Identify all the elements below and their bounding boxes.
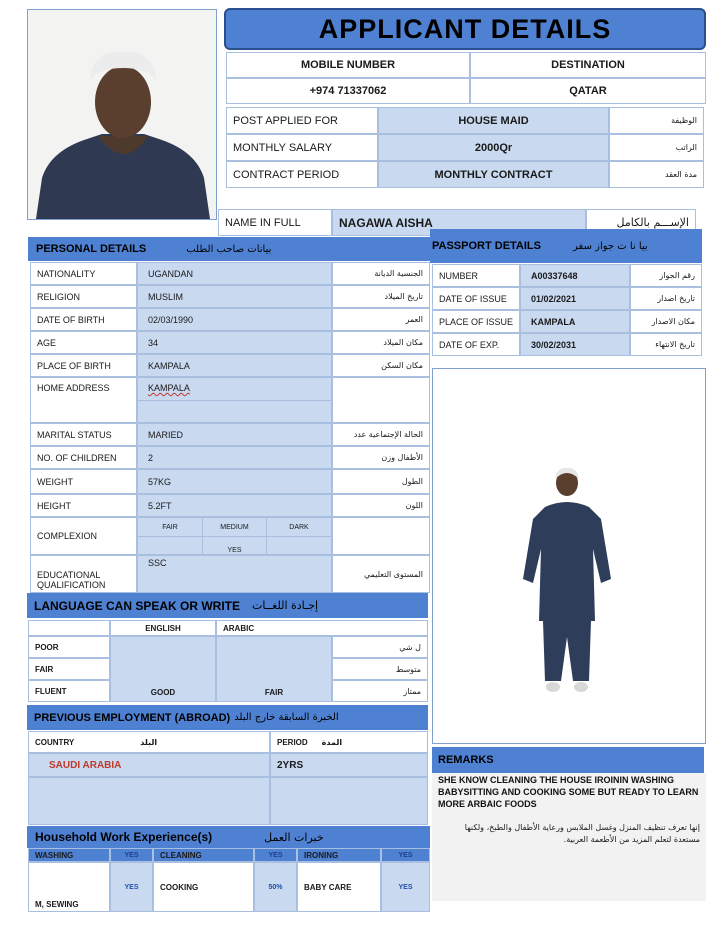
passport-title: PASSPORT DETAILS — [432, 240, 541, 252]
full-body-photo-frame — [432, 368, 706, 744]
language-col-arabic: ARABIC — [216, 620, 428, 636]
personal-row-label-ar: اللون — [332, 494, 430, 517]
post-label-ar: الوظيفة — [609, 107, 704, 134]
personal-row-label-ar: الحالة الإجتماعية عدد — [332, 423, 430, 446]
language-english-value: GOOD — [150, 688, 176, 697]
household-task-value: YES — [110, 848, 153, 862]
personal-row-label-ar: العمر — [332, 308, 430, 331]
employment-period-label: PERIOD المدة — [270, 731, 428, 753]
language-english-cell — [110, 636, 216, 702]
household-header — [27, 826, 430, 848]
complexion-medium: MEDIUM — [220, 523, 249, 531]
remarks-text: SHE KNOW CLEANING THE HOUSE IROININ WASHING BABYSITTING AND COOKING SOME BUT READY TO LEARN MORE ARBAIC FOODS — [438, 775, 699, 809]
passport-row-value: KAMPALA — [520, 310, 630, 333]
household-task-label: WASHING — [28, 848, 110, 862]
personal-row-value: 34 — [137, 331, 332, 354]
complexion-grid — [137, 517, 332, 555]
household-task-value: YES — [381, 862, 430, 912]
remarks-title: REMARKS — [438, 754, 494, 766]
personal-row-label: NO. OF CHILDREN — [30, 446, 137, 469]
name-label-ar: الإســـم بالكامل — [586, 209, 696, 236]
personal-row-label: NATIONALITY — [30, 262, 137, 285]
passport-row-label: PLACE OF ISSUE — [432, 310, 520, 333]
household-task-label: BABY CARE — [297, 862, 381, 912]
passport-row-label-ar: مكان الاصدار — [630, 310, 702, 333]
education-label-ar: المستوى التعليمي — [332, 555, 430, 593]
personal-row-label-ar: الجنسية الديانة — [332, 262, 430, 285]
household-title: Household Work Experience(s) — [35, 830, 213, 844]
complexion-fair: FAIR — [162, 523, 178, 531]
language-header — [27, 593, 428, 618]
personal-row-label: WEIGHT — [30, 469, 137, 494]
language-level-poor: POOR — [28, 636, 110, 658]
language-arabic-value: FAIR — [264, 688, 284, 697]
personal-row-value: UGANDAN — [137, 262, 332, 285]
household-task-value: YES — [110, 862, 153, 912]
remarks-text-ar: إنها تعرف تنظيف المنزل وغسل الملابس ورعاية الأطفال والطبخ، ولكنها مستعدة لتعلم المزيد من الأطعمة العربية. — [464, 823, 700, 844]
remarks-header — [432, 747, 704, 773]
language-title-ar: إجـادة اللغــات — [252, 599, 319, 612]
personal-row-value: 5.2FT — [137, 494, 332, 517]
post-label: POST APPLIED FOR — [226, 107, 378, 134]
personal-row-label-ar: مكان السكن — [332, 354, 430, 377]
personal-row-value: KAMPALA — [137, 354, 332, 377]
household-task-value: YES — [254, 848, 297, 862]
contract-label-ar: مدة العقد — [609, 161, 704, 188]
personal-row-value: MUSLIM — [137, 285, 332, 308]
language-level-fair: FAIR — [28, 658, 110, 680]
household-title-ar: خبرات العمل — [264, 830, 324, 844]
destination-label: DESTINATION — [470, 52, 706, 78]
passport-row-label-ar: تاريخ اصدار — [630, 287, 702, 310]
salary-value: 2000Qr — [378, 134, 609, 161]
personal-row-label-ar: الطول — [332, 469, 430, 494]
household-task-value: YES — [381, 848, 430, 862]
personal-row-label-ar: تاريخ الميلاد — [332, 285, 430, 308]
mobile-value: +974 71337062 — [226, 78, 470, 104]
household-task-label: M, SEWING — [28, 862, 110, 912]
language-level-poor-ar: ل شي — [332, 636, 428, 658]
employment-empty-1 — [28, 777, 270, 825]
passport-row-label-ar: رقم الجواز — [630, 264, 702, 287]
employment-empty-2 — [270, 777, 428, 825]
education-value: SSC — [137, 555, 332, 593]
language-corner — [28, 620, 110, 636]
post-value: HOUSE MAID — [378, 107, 609, 134]
passport-row-label: DATE OF ISSUE — [432, 287, 520, 310]
passport-row-label-ar: تاريخ الانتهاء — [630, 333, 702, 356]
contract-label: CONTRACT PERIOD — [226, 161, 378, 188]
complexion-dark: DARK — [289, 523, 309, 531]
personal-row-value: 2 — [137, 446, 332, 469]
employment-title: PREVIOUS EMPLOYMENT (ABROAD) — [34, 711, 231, 724]
personal-row-label: PLACE OF BIRTH — [30, 354, 137, 377]
personal-row-label: RELIGION — [30, 285, 137, 308]
complexion-label: COMPLEXION — [30, 517, 137, 555]
personal-row-label: HEIGHT — [30, 494, 137, 517]
portrait-photo-frame — [27, 9, 217, 220]
passport-row-value: A00337648 — [520, 264, 630, 287]
employment-country-value: SAUDI ARABIA — [28, 753, 270, 777]
employment-header — [27, 705, 428, 730]
passport-row-value: 01/02/2021 — [520, 287, 630, 310]
personal-row-label: MARITAL STATUS — [30, 423, 137, 446]
portrait-photo — [28, 10, 216, 219]
passport-title-ar: بيا نا ت جواز سفر — [573, 240, 648, 252]
full-body-photo — [433, 369, 705, 743]
page-title: APPLICANT DETAILS — [318, 13, 612, 44]
passport-header — [430, 229, 702, 263]
language-col-english: ENGLISH — [110, 620, 216, 636]
personal-row-value: 57KG — [137, 469, 332, 494]
title-banner — [224, 8, 706, 50]
personal-row-value: 02/03/1990 — [137, 308, 332, 331]
language-level-fluent: FLUENT — [28, 680, 110, 702]
personal-details-title-ar: بيانات صاحب الطلب — [186, 243, 272, 255]
passport-row-value: 30/02/2031 — [520, 333, 630, 356]
personal-details-header — [28, 237, 430, 261]
complexion-ar — [332, 517, 430, 555]
household-task-label: COOKING — [153, 862, 254, 912]
personal-row-label: DATE OF BIRTH — [30, 308, 137, 331]
personal-row-label-ar — [332, 377, 430, 423]
remarks-body — [432, 773, 706, 901]
household-task-value: 50% — [254, 862, 297, 912]
personal-row-value: MARIED — [137, 423, 332, 446]
language-arabic-cell — [216, 636, 332, 702]
destination-value: QATAR — [470, 78, 706, 104]
employment-country-label: COUNTRY البلد — [28, 731, 270, 753]
language-title: LANGUAGE CAN SPEAK OR WRITE — [34, 598, 241, 613]
language-level-fair-ar: متوسط — [332, 658, 428, 680]
passport-row-label: DATE OF EXP. — [432, 333, 520, 356]
personal-row-label: HOME ADDRESS — [30, 377, 137, 423]
household-task-label: CLEANING — [153, 848, 254, 862]
household-task-label: IRONING — [297, 848, 381, 862]
name-label: NAME IN FULL — [218, 209, 332, 236]
education-label: EDUCATIONAL QUALIFICATION — [30, 555, 137, 593]
personal-row-label: AGE — [30, 331, 137, 354]
complexion-mark: YES — [227, 547, 242, 554]
language-level-fluent-ar: ممتاز — [332, 680, 428, 702]
salary-label-ar: الراتب — [609, 134, 704, 161]
salary-label: MONTHLY SALARY — [226, 134, 378, 161]
personal-details-title: PERSONAL DETAILS — [36, 243, 147, 255]
personal-row-spacer — [137, 400, 332, 423]
name-value: NAGAWA AISHA — [332, 209, 586, 236]
contract-value: MONTHLY CONTRACT — [378, 161, 609, 188]
employment-title-ar: الخبرة السابقة خارج البلد — [234, 712, 339, 723]
mobile-label: MOBILE NUMBER — [226, 52, 470, 78]
employment-period-value: 2YRS — [270, 753, 428, 777]
passport-row-label: NUMBER — [432, 264, 520, 287]
personal-row-label-ar: مكان الميلاد — [332, 331, 430, 354]
personal-row-value: KAMPALA — [137, 377, 332, 423]
personal-row-label-ar: الأطفال وزن — [332, 446, 430, 469]
